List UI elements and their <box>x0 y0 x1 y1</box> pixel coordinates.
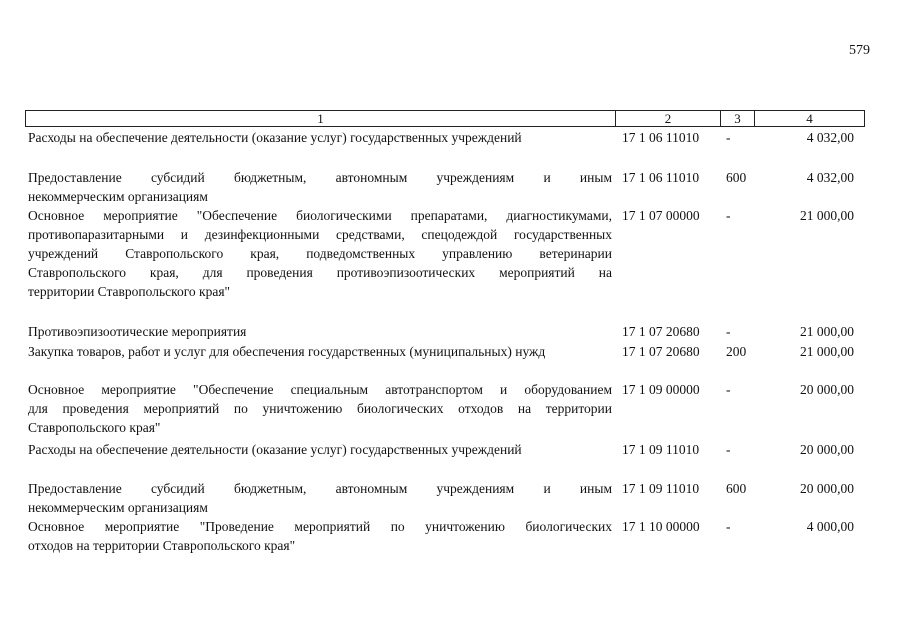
row-amount: 4 000,00 <box>806 519 854 534</box>
description-line: противопаразитарными и дезинфекционными средствами, спецодеждой государственных <box>28 227 612 242</box>
row-code: 17 1 07 20680 <box>622 324 700 339</box>
description-line: учреждений Ставропольского края, подведомственных управлению ветеринарии <box>28 246 612 261</box>
table-header <box>25 110 865 127</box>
row-amount: 4 032,00 <box>806 170 854 185</box>
description-line: Противоэпизоотические мероприятия <box>28 324 247 339</box>
row-description <box>28 322 612 341</box>
row-code: 17 1 10 00000 <box>622 519 700 534</box>
header-col-3: 3 <box>721 111 755 126</box>
row-code: 17 1 07 20680 <box>622 344 700 359</box>
description-line: некоммерческим организациям <box>28 500 208 515</box>
row-amount: 21 000,00 <box>800 344 854 359</box>
row-description <box>28 168 612 206</box>
description-line: Основное мероприятие "Обеспечение биологическими препаратами, диагностикумами, <box>28 208 612 223</box>
header-col-2: 2 <box>616 111 721 126</box>
row-type: - <box>726 442 731 457</box>
row-type: - <box>726 130 731 145</box>
description-line: Расходы на обеспечение деятельности (оказание услуг) государственных учреждений <box>28 130 522 145</box>
row-amount: 20 000,00 <box>800 442 854 457</box>
description-line: Основное мероприятие "Проведение мероприятий по уничтожению биологических <box>28 519 612 534</box>
row-code: 17 1 06 11010 <box>622 130 700 145</box>
row-description <box>28 440 612 459</box>
row-description <box>28 380 612 437</box>
description-line: Предоставление субсидий бюджетным, автономным учреждениям и иным <box>28 170 612 185</box>
row-code: 17 1 09 11010 <box>622 442 700 457</box>
row-type: 200 <box>726 344 747 359</box>
row-code: 17 1 09 11010 <box>622 481 700 496</box>
row-type: 600 <box>726 481 747 496</box>
row-amount: 20 000,00 <box>800 382 854 397</box>
description-line: Предоставление субсидий бюджетным, автономным учреждениям и иным <box>28 481 612 496</box>
description-line: для проведения мероприятий по уничтожению биологических отходов на территории <box>28 401 612 416</box>
description-line: отходов на территории Ставропольского края" <box>28 538 296 553</box>
row-amount: 21 000,00 <box>800 208 854 223</box>
row-type: 600 <box>726 170 747 185</box>
row-description <box>28 342 612 361</box>
row-description <box>28 206 612 301</box>
row-type: - <box>726 519 731 534</box>
row-amount: 4 032,00 <box>806 130 854 145</box>
row-description <box>28 479 612 517</box>
page-number: 579 <box>849 43 870 58</box>
row-code: 17 1 09 00000 <box>622 382 700 397</box>
header-col-1: 1 <box>26 111 616 126</box>
description-line: Ставропольского края, для проведения противоэпизоотических мероприятий на <box>28 265 612 280</box>
row-description <box>28 128 612 147</box>
row-amount: 21 000,00 <box>800 324 854 339</box>
row-amount: 20 000,00 <box>800 481 854 496</box>
row-type: - <box>726 324 731 339</box>
row-code: 17 1 07 00000 <box>622 208 700 223</box>
description-line: Расходы на обеспечение деятельности (оказание услуг) государственных учреждений <box>28 442 522 457</box>
description-line: Ставропольского края" <box>28 420 161 435</box>
row-type: - <box>726 208 731 223</box>
row-description <box>28 517 612 555</box>
description-line: Основное мероприятие "Обеспечение специальным автотранспортом и оборудованием <box>28 382 612 397</box>
description-line: территории Ставропольского края" <box>28 284 231 299</box>
description-line: некоммерческим организациям <box>28 189 208 204</box>
description-line: Закупка товаров, работ и услуг для обеспечения государственных (муниципальных) нужд <box>28 344 546 359</box>
row-code: 17 1 06 11010 <box>622 170 700 185</box>
header-col-4: 4 <box>806 111 813 126</box>
row-type: - <box>726 382 731 397</box>
